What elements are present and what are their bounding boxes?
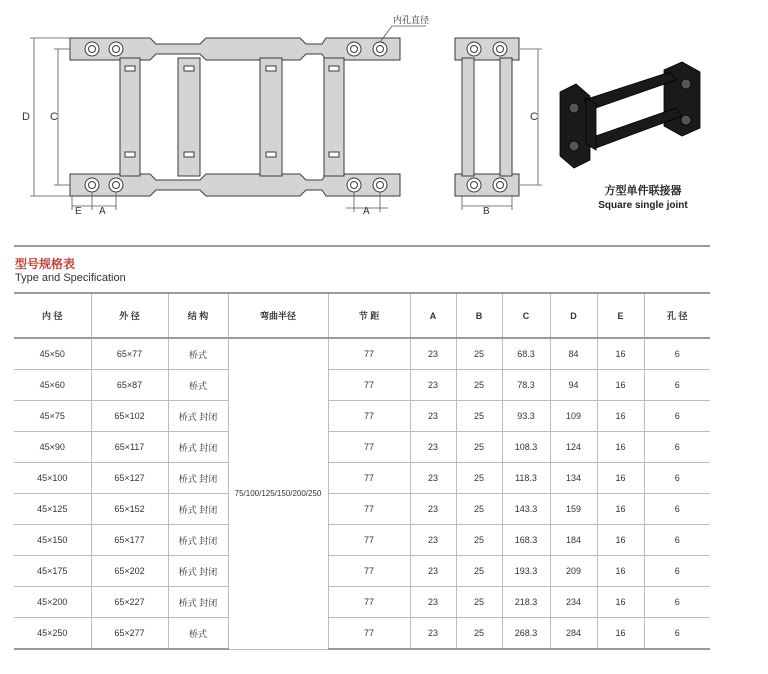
cell-b: 25 xyxy=(456,525,502,556)
cell-c: 168.3 xyxy=(502,525,550,556)
dimension-label-a-right: A xyxy=(363,206,370,217)
cell-e: 16 xyxy=(597,587,644,618)
header-hole: 孔 径 xyxy=(644,293,710,338)
cell-inner: 45×50 xyxy=(14,338,91,370)
dimension-label-d: D xyxy=(22,111,30,123)
cell-b: 25 xyxy=(456,432,502,463)
header-radius: 弯曲半径 xyxy=(228,293,328,338)
cell-pitch: 77 xyxy=(328,370,410,401)
cell-outer: 65×77 xyxy=(91,338,168,370)
cell-pitch: 77 xyxy=(328,401,410,432)
cell-hole: 6 xyxy=(644,370,710,401)
table-row xyxy=(14,432,710,463)
cell-inner: 45×75 xyxy=(14,401,91,432)
crossbar xyxy=(178,58,200,176)
table-row xyxy=(14,338,710,370)
cell-pitch: 77 xyxy=(328,525,410,556)
cell-a: 23 xyxy=(410,401,456,432)
cell-a: 23 xyxy=(410,463,456,494)
hole-diameter-label: 内孔直径 xyxy=(393,16,430,26)
cell-outer: 65×177 xyxy=(91,525,168,556)
header-outer: 外 径 xyxy=(91,293,168,338)
cell-c: 108.3 xyxy=(502,432,550,463)
cell-inner: 45×200 xyxy=(14,587,91,618)
cell-pitch: 77 xyxy=(328,587,410,618)
cell-c: 193.3 xyxy=(502,556,550,587)
cell-a: 23 xyxy=(410,370,456,401)
side-dimension-label-c: C xyxy=(530,111,538,123)
cell-e: 16 xyxy=(597,370,644,401)
section-divider xyxy=(14,245,710,247)
cell-hole: 6 xyxy=(644,463,710,494)
cell-inner: 45×150 xyxy=(14,525,91,556)
crossbar xyxy=(324,58,344,176)
header-inner: 内 径 xyxy=(14,293,91,338)
cell-a: 23 xyxy=(410,494,456,525)
header-e: E xyxy=(597,293,644,338)
cell-outer: 65×102 xyxy=(91,401,168,432)
cell-d: 109 xyxy=(550,401,597,432)
cell-inner: 45×100 xyxy=(14,463,91,494)
dimension-label-a-left: A xyxy=(99,206,106,217)
cell-d: 134 xyxy=(550,463,597,494)
cell-e: 16 xyxy=(597,494,644,525)
header-c: C xyxy=(502,293,550,338)
cell-structure: 桥式 xyxy=(168,338,228,370)
cell-outer: 65×127 xyxy=(91,463,168,494)
cell-outer: 65×87 xyxy=(91,370,168,401)
cell-a: 23 xyxy=(410,556,456,587)
cell-d: 159 xyxy=(550,494,597,525)
cell-d: 94 xyxy=(550,370,597,401)
cell-outer: 65×277 xyxy=(91,618,168,650)
table-row xyxy=(14,525,710,556)
cell-outer: 65×117 xyxy=(91,432,168,463)
cell-a: 23 xyxy=(410,618,456,650)
cell-inner: 45×60 xyxy=(14,370,91,401)
cell-pitch: 77 xyxy=(328,494,410,525)
table-row xyxy=(14,556,710,587)
cell-e: 16 xyxy=(597,556,644,587)
cell-b: 25 xyxy=(456,370,502,401)
cell-d: 124 xyxy=(550,432,597,463)
cell-b: 25 xyxy=(456,463,502,494)
cell-structure: 桥式 封闭 xyxy=(168,401,228,432)
cell-structure: 桥式 封闭 xyxy=(168,432,228,463)
cell-inner: 45×250 xyxy=(14,618,91,650)
cell-c: 93.3 xyxy=(502,401,550,432)
cell-b: 25 xyxy=(456,618,502,650)
header-b: B xyxy=(456,293,502,338)
cell-c: 78.3 xyxy=(502,370,550,401)
table-row xyxy=(14,370,710,401)
cell-hole: 6 xyxy=(644,556,710,587)
cell-hole: 6 xyxy=(644,525,710,556)
cell-c: 268.3 xyxy=(502,618,550,650)
cell-hole: 6 xyxy=(644,338,710,370)
cell-d: 84 xyxy=(550,338,597,370)
cell-inner: 45×175 xyxy=(14,556,91,587)
table-row xyxy=(14,618,710,650)
joint-caption-en: Square single joint xyxy=(598,200,688,211)
cell-structure: 桥式 封闭 xyxy=(168,556,228,587)
spec-title-en: Type and Specification xyxy=(15,272,126,284)
cell-e: 16 xyxy=(597,618,644,650)
cell-radius: 75/100/125/150/200/250 xyxy=(228,338,328,649)
cell-structure: 桥式 封闭 xyxy=(168,463,228,494)
cell-hole: 6 xyxy=(644,494,710,525)
cell-e: 16 xyxy=(597,525,644,556)
cell-hole: 6 xyxy=(644,618,710,650)
cell-d: 209 xyxy=(550,556,597,587)
side-dimension-label-b: B xyxy=(483,206,490,217)
cell-b: 25 xyxy=(456,587,502,618)
cell-e: 16 xyxy=(597,338,644,370)
joint-caption-cn: 方型单件联接器 xyxy=(604,185,682,197)
crossbar xyxy=(120,58,140,176)
cell-outer: 65×227 xyxy=(91,587,168,618)
joint-caption xyxy=(588,182,698,211)
cell-b: 25 xyxy=(456,338,502,370)
cell-pitch: 77 xyxy=(328,338,410,370)
cell-a: 23 xyxy=(410,587,456,618)
cell-structure: 桥式 封闭 xyxy=(168,525,228,556)
cell-c: 218.3 xyxy=(502,587,550,618)
cell-b: 25 xyxy=(456,401,502,432)
square-joint-illustration xyxy=(560,62,700,168)
cell-a: 23 xyxy=(410,432,456,463)
dimension-label-e: E xyxy=(75,206,82,217)
header-structure: 结 构 xyxy=(168,293,228,338)
dimension-label-c: C xyxy=(50,111,58,123)
spec-title-cn: 型号规格表 xyxy=(15,257,76,271)
chain-top-view xyxy=(70,38,400,196)
chain-side-view xyxy=(455,38,519,196)
cell-structure: 桥式 封闭 xyxy=(168,587,228,618)
header-a: A xyxy=(410,293,456,338)
cell-hole: 6 xyxy=(644,587,710,618)
cell-e: 16 xyxy=(597,463,644,494)
cell-d: 284 xyxy=(550,618,597,650)
cell-inner: 45×125 xyxy=(14,494,91,525)
header-d: D xyxy=(550,293,597,338)
cell-pitch: 77 xyxy=(328,432,410,463)
cell-c: 143.3 xyxy=(502,494,550,525)
cell-pitch: 77 xyxy=(328,556,410,587)
cell-b: 25 xyxy=(456,494,502,525)
cell-a: 23 xyxy=(410,338,456,370)
cell-d: 184 xyxy=(550,525,597,556)
cell-structure: 桥式 xyxy=(168,618,228,650)
cell-c: 118.3 xyxy=(502,463,550,494)
cell-e: 16 xyxy=(597,401,644,432)
table-row xyxy=(14,463,710,494)
cell-a: 23 xyxy=(410,525,456,556)
cell-c: 68.3 xyxy=(502,338,550,370)
table-row xyxy=(14,401,710,432)
cell-outer: 65×202 xyxy=(91,556,168,587)
table-row xyxy=(14,494,710,525)
cell-hole: 6 xyxy=(644,401,710,432)
cell-structure: 桥式 封闭 xyxy=(168,494,228,525)
cell-hole: 6 xyxy=(644,432,710,463)
cell-pitch: 77 xyxy=(328,618,410,650)
cell-d: 234 xyxy=(550,587,597,618)
cell-structure: 桥式 xyxy=(168,370,228,401)
cell-outer: 65×152 xyxy=(91,494,168,525)
cell-inner: 45×90 xyxy=(14,432,91,463)
header-pitch: 节 距 xyxy=(328,293,410,338)
spec-table xyxy=(14,292,710,650)
table-row xyxy=(14,587,710,618)
cell-b: 25 xyxy=(456,556,502,587)
cell-e: 16 xyxy=(597,432,644,463)
cell-pitch: 77 xyxy=(328,463,410,494)
crossbar xyxy=(260,58,282,176)
spec-table-header xyxy=(14,293,710,338)
